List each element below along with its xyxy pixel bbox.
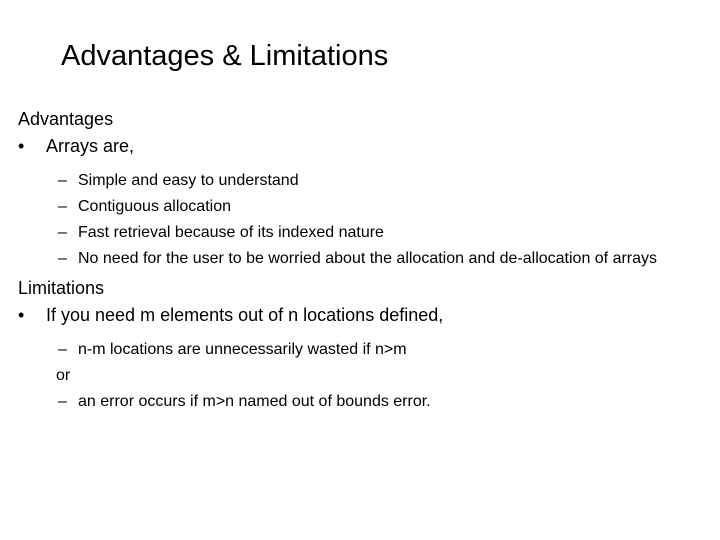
dash-icon: – [58,172,67,189]
list-item [18,169,708,192]
slide-body [18,108,708,416]
limitations-point: If you need m elements out of n locations defined, [46,305,444,325]
subpoint-text: No need for the user to be worried about the allocation and de-allocation of arrays [78,250,658,267]
list-item [18,338,708,361]
limitations-bullet [18,304,708,326]
advantages-bullet [18,135,708,157]
subpoint-text: an error occurs if m>n named out of bounds error. [78,393,431,410]
list-item [18,195,708,218]
advantages-point: Arrays are, [46,136,135,156]
list-item [18,221,708,244]
dash-icon: – [58,224,67,241]
subpoint-text: Contiguous allocation [78,198,231,215]
subpoint-text: n-m locations are unnecessarily wasted if n>m [78,341,407,358]
or-text: or [56,367,71,384]
subpoint-text: Fast retrieval because of its indexed nature [78,224,384,241]
advantages-subpoints [18,169,708,270]
dash-icon: – [58,341,67,358]
list-item [18,247,708,270]
limitations-subpoints [18,338,708,413]
limitations-heading: Limitations [18,278,105,298]
bullet-icon: • [18,136,25,156]
dash-icon: – [58,393,67,410]
bullet-icon: • [18,305,25,325]
list-item [18,390,708,413]
slide-title: Advantages & Limitations [61,40,389,72]
advantages-heading: Advantages [18,109,114,129]
subpoint-text: Simple and easy to understand [78,172,299,189]
dash-icon: – [58,250,67,267]
dash-icon: – [58,198,67,215]
